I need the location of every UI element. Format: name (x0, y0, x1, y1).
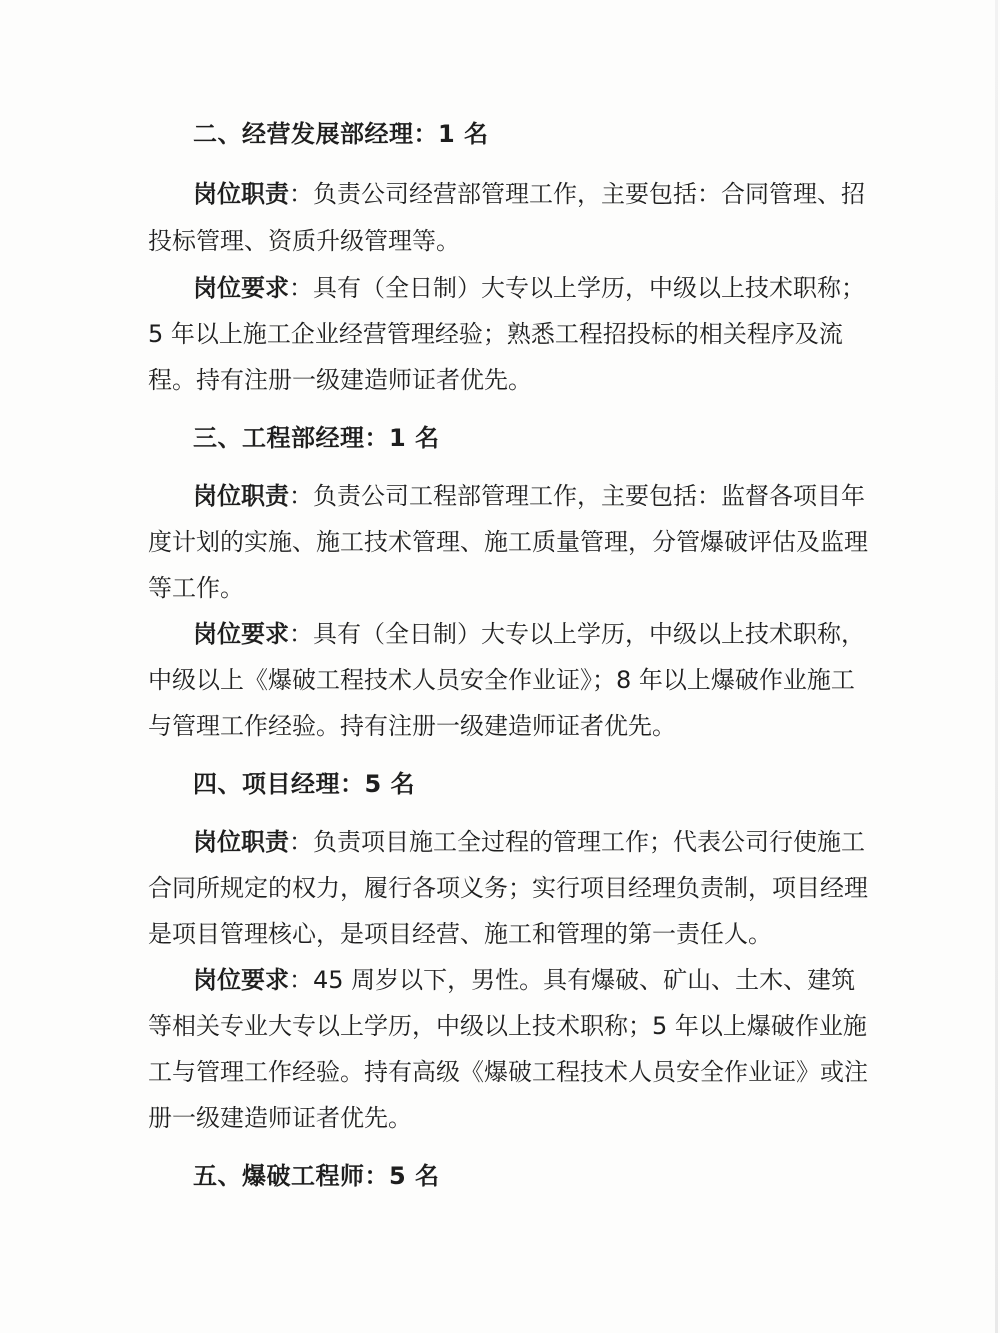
requirement-label: 岗位要求 (193, 274, 289, 302)
requirement-paragraph-line: 册一级建造师证者优先。 (148, 1104, 412, 1132)
requirement-paragraph-line: 中级以上《爆破工程技术人员安全作业证》；8 年以上爆破作业施工 (148, 666, 855, 694)
duty-paragraph-line: 等工作。 (148, 574, 244, 602)
requirement-paragraph-line: 工与管理工作经验。持有高级《爆破工程技术人员安全作业证》或注 (148, 1058, 868, 1086)
duty-label: 岗位职责 (193, 828, 289, 856)
requirement-paragraph-line: 程。持有注册一级建造师证者优先。 (148, 366, 532, 394)
section-heading: 四、项目经理：5 名 (193, 770, 416, 798)
duty-label: 岗位职责 (193, 180, 289, 208)
duty-label: 岗位职责 (193, 482, 289, 510)
requirement-paragraph-line: 岗位要求：45 周岁以下，男性。具有爆破、矿山、土木、建筑 (193, 966, 856, 994)
requirement-label: 岗位要求 (193, 966, 289, 994)
section-heading: 三、工程部经理：1 名 (193, 424, 440, 452)
requirement-paragraph-line: 等相关专业大专以上学历，中级以上技术职称；5 年以上爆破作业施 (148, 1012, 867, 1040)
requirement-paragraph-line: 岗位要求：具有（全日制）大专以上学历，中级以上技术职称， (193, 620, 865, 648)
scan-edge-shadow (995, 0, 998, 1333)
requirement-paragraph-line: 岗位要求：具有（全日制）大专以上学历，中级以上技术职称； (193, 274, 865, 302)
section-heading: 五、爆破工程师：5 名 (193, 1162, 440, 1190)
section-heading: 二、经营发展部经理：1 名 (193, 120, 489, 148)
requirement-paragraph-line: 5 年以上施工企业经营管理经验；熟悉工程招投标的相关程序及流 (148, 320, 843, 348)
requirement-label: 岗位要求 (193, 620, 289, 648)
duty-paragraph-line: 投标管理、资质升级管理等。 (148, 227, 460, 255)
duty-paragraph-line: 是项目管理核心，是项目经营、施工和管理的第一责任人。 (148, 920, 772, 948)
duty-paragraph-line: 岗位职责：负责公司经营部管理工作，主要包括：合同管理、招 (193, 180, 865, 208)
requirement-paragraph-line: 与管理工作经验。持有注册一级建造师证者优先。 (148, 712, 676, 740)
duty-paragraph-line: 岗位职责：负责项目施工全过程的管理工作；代表公司行使施工 (193, 828, 865, 856)
duty-paragraph-line: 合同所规定的权力，履行各项义务；实行项目经理负责制，项目经理 (148, 874, 868, 902)
duty-paragraph-line: 岗位职责：负责公司工程部管理工作，主要包括：监督各项目年 (193, 482, 865, 510)
duty-paragraph-line: 度计划的实施、施工技术管理、施工质量管理，分管爆破评估及监理 (148, 528, 868, 556)
